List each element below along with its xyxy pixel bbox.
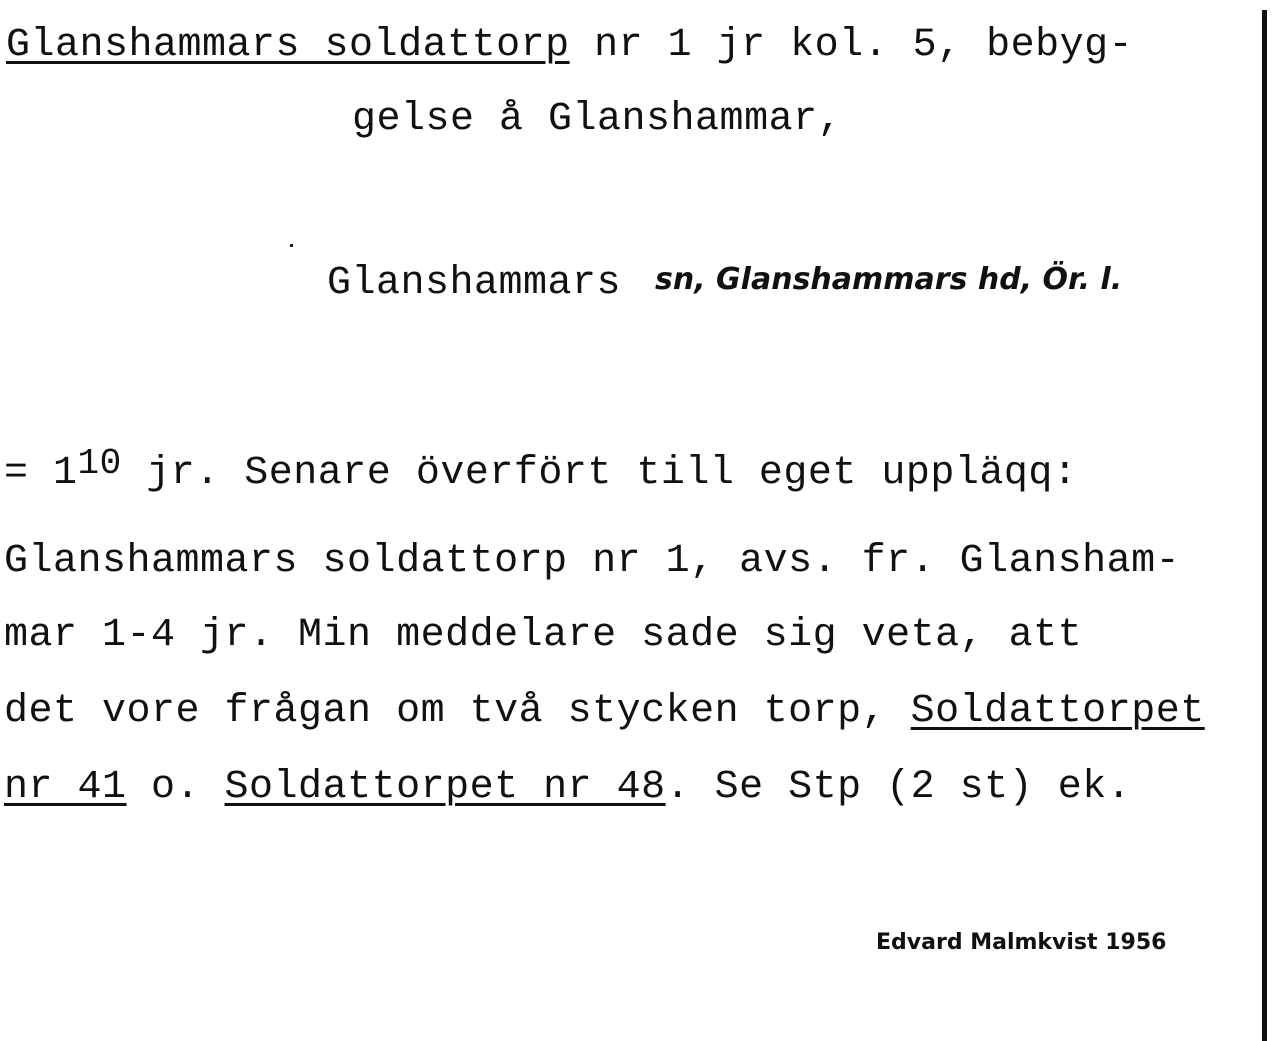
fraction-base: 1 [53,451,78,496]
place-name-underlined: Glanshammars soldattorp [6,23,570,68]
fraction-exponent: 10 [77,443,122,484]
body-line-5 [4,764,1131,812]
soldattorpet-nr-48-underlined: Soldattorpet nr 48 [224,765,666,810]
body-line-3: mar 1-4 jr. Min meddelare sade sig veta, att [4,613,1083,658]
location-stamp: sn, Glanshammars hd, Ör. l. [655,262,1123,297]
body-line-5-mid: o. [126,765,225,810]
body-line-1 [4,444,1077,504]
signature: Edvard Malmkvist 1956 [876,930,1167,955]
soldattorpet-underlined: Soldattorpet [910,689,1205,734]
card-heading-line-2: gelse å Glanshammar, [352,97,843,142]
body-line-1-text: jr. Senare överfört till eget uppläqq: [121,451,1078,496]
nr-41-underlined: nr 41 [4,765,127,810]
speck [290,244,293,247]
equals-sign: = [4,451,29,496]
body-line-4-text: det vore frågan om två stycken torp, [4,689,911,734]
card-heading-line-1 [6,22,1133,70]
parish-typed: Glanshammars [327,261,622,306]
heading-rest: nr 1 jr kol. 5, bebyg- [569,23,1134,68]
body-line-5-end: . Se Stp (2 st) ek. [665,765,1132,810]
body-line-4 [4,688,1205,736]
body-line-2: Glanshammars soldattorp nr 1, avs. fr. Glansham- [4,539,1181,584]
card-right-edge-line [1262,10,1267,1041]
